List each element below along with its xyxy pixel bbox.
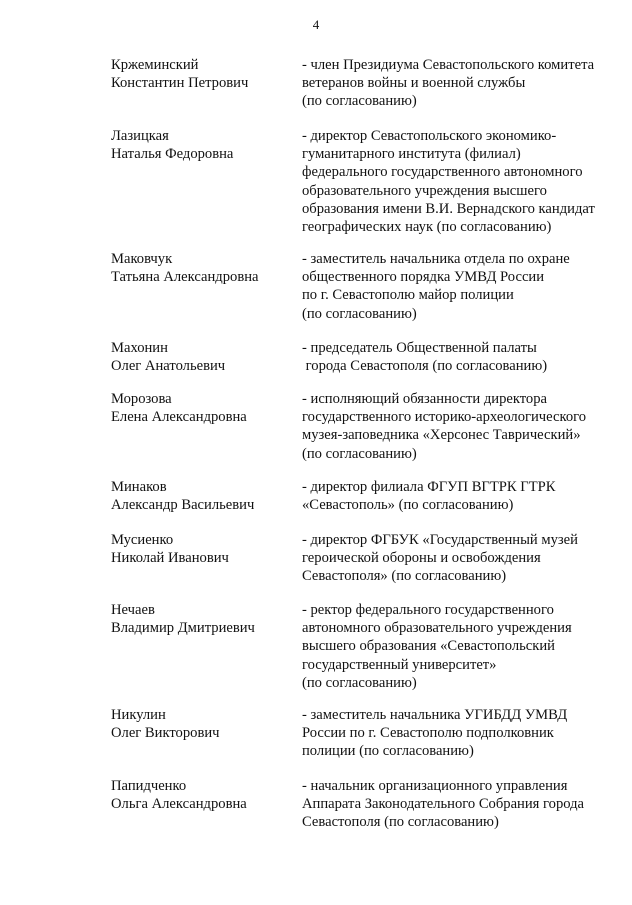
member-surname: Лазицкая (111, 128, 169, 144)
member-surname: Кржеминский (111, 57, 199, 73)
role-line: государственного историко-археологического (302, 409, 587, 426)
role-line: - директор Севастопольского экономико- (302, 128, 557, 144)
member-surname: Маковчук (111, 251, 173, 267)
member-role (302, 531, 614, 586)
member-given-names: Владимир Дмитриевич (111, 620, 255, 637)
role-line: Аппарата Законодательного Собрания города (302, 796, 585, 813)
role-line: России по г. Севастополю подполковник (302, 725, 554, 742)
member-given-names: Елена Александровна (111, 409, 247, 426)
role-line: географических наук (по согласованию) (302, 219, 552, 236)
role-line: Севастополя (по согласованию) (302, 814, 499, 831)
member-given-names: Олег Анатольевич (111, 358, 226, 375)
member-role (302, 601, 614, 692)
member-role (302, 390, 614, 463)
role-line: образовательного учреждения высшего (302, 182, 547, 199)
member-name (111, 706, 296, 742)
role-line: героической обороны и освобождения (302, 550, 541, 567)
member-surname: Морозова (111, 391, 172, 407)
role-line: гуманитарного института (филиал) (302, 146, 521, 163)
member-name (111, 127, 296, 163)
role-line: - директор ФГБУК «Государственный музей (302, 532, 578, 548)
member-given-names: Константин Петрович (111, 75, 249, 92)
member-role (302, 339, 614, 375)
role-line: (по согласованию) (302, 674, 417, 691)
member-surname: Минаков (111, 479, 167, 495)
role-line: - председатель Общественной палаты (302, 340, 537, 356)
role-line: образования имени В.И. Вернадского кандидат (302, 200, 595, 217)
member-given-names: Татьяна Александровна (111, 269, 259, 286)
member-given-names: Николай Иванович (111, 550, 229, 567)
role-line: города Севастополя (по согласованию) (302, 358, 548, 375)
role-line: высшего образования «Севастопольский (302, 638, 555, 655)
role-line: ветеранов войны и военной службы (302, 75, 526, 92)
member-role (302, 250, 614, 323)
member-given-names: Александр Васильевич (111, 497, 255, 514)
role-line: музея-заповедника «Херсонес Таврический» (302, 427, 581, 444)
member-surname: Нечаев (111, 602, 155, 618)
role-line: - исполняющий обязанности директора (302, 391, 547, 407)
member-surname: Папидченко (111, 778, 187, 794)
role-line: - ректор федерального государственного (302, 602, 554, 618)
member-name (111, 601, 296, 637)
role-line: Севастополя» (по согласованию) (302, 568, 507, 585)
member-name (111, 339, 296, 375)
member-name (111, 478, 296, 514)
role-line: общественного порядка УМВД России (302, 269, 545, 286)
role-line: (по согласованию) (302, 93, 417, 110)
member-role (302, 777, 614, 832)
role-line: федерального государственного автономного (302, 164, 583, 181)
role-line: автономного образовательного учреждения (302, 620, 572, 637)
member-name (111, 250, 296, 286)
member-name (111, 390, 296, 426)
member-surname: Махонин (111, 340, 168, 356)
role-line: полиции (по согласованию) (302, 743, 474, 760)
member-surname: Никулин (111, 707, 166, 723)
role-line: - директор филиала ФГУП ВГТРК ГТРК (302, 479, 556, 495)
member-given-names: Олег Викторович (111, 725, 220, 742)
member-name (111, 531, 296, 567)
role-line: государственный университет» (302, 656, 497, 673)
role-line: (по согласованию) (302, 305, 417, 322)
member-name (111, 56, 296, 92)
member-role (302, 127, 614, 236)
member-role (302, 706, 614, 761)
role-line: по г. Севастополю майор полиции (302, 287, 514, 304)
member-surname: Мусиенко (111, 532, 174, 548)
member-given-names: Наталья Федоровна (111, 146, 234, 163)
role-line: - заместитель начальника УГИБДД УМВД (302, 707, 568, 723)
page-number: 4 (312, 17, 320, 32)
member-name (111, 777, 296, 813)
role-line: (по согласованию) (302, 445, 417, 462)
member-role (302, 56, 614, 111)
role-line: «Севастополь» (по согласованию) (302, 497, 514, 514)
role-line: - член Президиума Севастопольского комитета (302, 57, 595, 73)
member-given-names: Ольга Александровна (111, 796, 247, 813)
role-line: - начальник организационного управления (302, 778, 568, 794)
role-line: - заместитель начальника отдела по охране (302, 251, 570, 267)
member-role (302, 478, 614, 514)
